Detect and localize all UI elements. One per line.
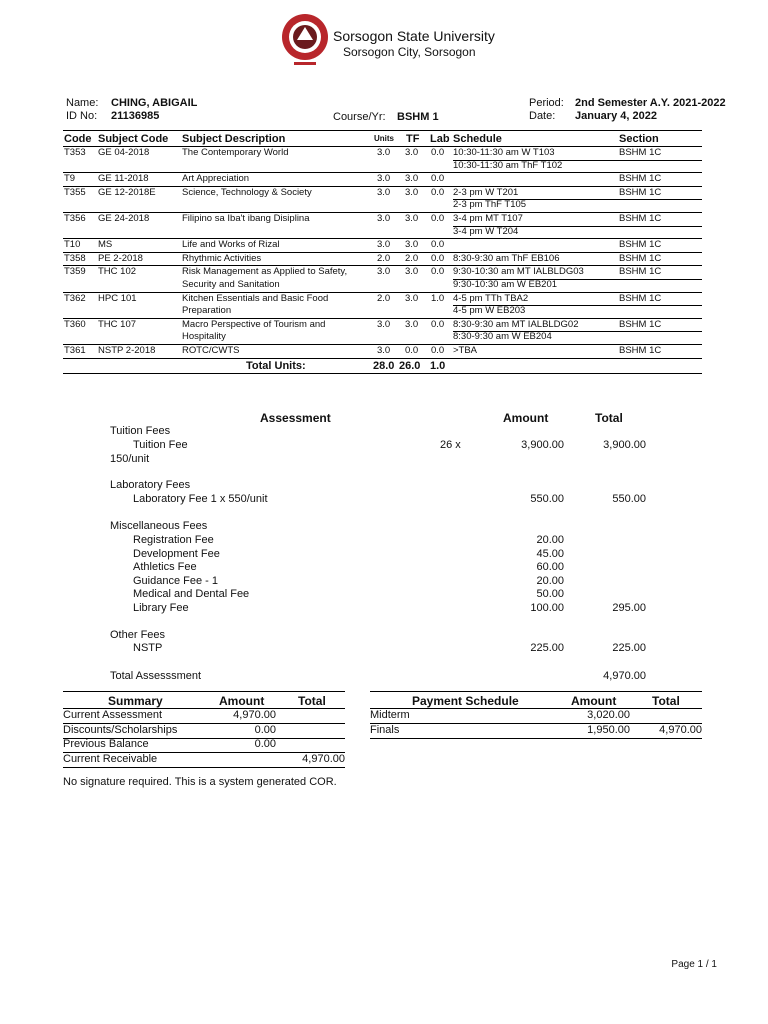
subject-description-cell: Hospitality — [182, 331, 226, 343]
subject-id-cell: THC 107 — [98, 318, 137, 330]
table-top-rule — [63, 130, 702, 131]
period-value: 2nd Semester A.Y. 2021-2022 — [575, 97, 726, 109]
lab-cell: 0.0 — [431, 173, 445, 185]
summary-row-amount: 0.00 — [254, 738, 276, 750]
misc-item-name: Medical and Dental Fee — [133, 588, 250, 601]
summary-top-rule — [63, 691, 345, 692]
schedule-rule — [453, 305, 702, 306]
tuition-title: Tuition Fees — [110, 425, 171, 437]
student-name: CHING, ABIGAIL — [111, 97, 198, 109]
section-cell: BSHM 1C — [619, 292, 662, 304]
subject-row — [63, 238, 702, 252]
col-section: Section — [619, 133, 659, 145]
assessment-heading: Assessment — [260, 411, 331, 425]
lab-cell: 0.0 — [431, 212, 445, 224]
subject-id-cell: GE 24-2018 — [98, 212, 150, 224]
misc-item-amount: 20.00 — [536, 574, 564, 587]
section-cell: BSHM 1C — [619, 266, 662, 278]
subject-code-cell: T360 — [64, 318, 86, 330]
subject-id-cell: MS — [98, 239, 113, 251]
table-bottom-rule — [63, 373, 702, 374]
subject-row — [63, 292, 702, 318]
subject-description-cell: Art Appreciation — [182, 173, 250, 185]
payment-row-rule — [370, 738, 702, 739]
summary-row-label: Current Assessment — [63, 709, 163, 721]
units-cell: 3.0 — [377, 212, 391, 224]
subject-id-cell: HPC 101 — [98, 292, 137, 304]
section-cell: BSHM 1C — [619, 318, 662, 330]
lab-item: Laboratory Fee 1 x 550/unit — [133, 493, 268, 505]
period-label: Period: — [529, 97, 564, 109]
subject-row — [63, 265, 702, 291]
misc-item-name: Development Fee — [133, 547, 220, 560]
subject-row — [63, 252, 702, 266]
lab-cell: 0.0 — [431, 252, 445, 264]
schedule-cell: 10:30-11:30 am W T103 — [453, 147, 555, 158]
subject-id-cell: NSTP 2-2018 — [98, 344, 156, 356]
payment-total-heading: Total — [652, 694, 680, 708]
subject-id-cell: PE 2-2018 — [98, 252, 143, 264]
subject-code-cell: T361 — [64, 344, 86, 356]
col-lab: Lab — [430, 133, 450, 145]
schedule-cell: 3-4 pm W T204 — [453, 225, 519, 237]
subject-code-cell: T10 — [64, 239, 81, 251]
payment-row-label: Finals — [370, 723, 400, 736]
lab-cell: 0.0 — [431, 318, 445, 330]
lab-title: Laboratory Fees — [110, 479, 191, 491]
other-amount: 225.00 — [530, 642, 564, 654]
misc-title: Miscellaneous Fees — [110, 520, 208, 532]
subjects-header-row — [63, 132, 702, 146]
total-units-label: Total Units: — [246, 359, 306, 372]
col-description: Subject Description — [182, 133, 286, 145]
student-id: 21136985 — [111, 110, 160, 122]
total-lab: 1.0 — [430, 359, 446, 372]
subject-description-cell: Life and Works of Rizal — [182, 239, 280, 251]
subject-row — [63, 318, 702, 344]
lab-total: 550.00 — [612, 493, 646, 505]
course-label: Course/Yr: — [333, 111, 386, 123]
col-subject-code: Subject Code — [98, 133, 169, 145]
name-label: Name: — [66, 97, 99, 109]
student-course: BSHM 1 — [397, 111, 439, 123]
misc-item-amount: 45.00 — [536, 547, 564, 560]
other-title: Other Fees — [110, 629, 166, 641]
schedule-cell: 2-3 pm ThF T105 — [453, 199, 527, 211]
units-cell: 3.0 — [377, 239, 391, 251]
summary-row-amount: 4,970.00 — [233, 709, 276, 721]
subject-description-cell: Preparation — [182, 305, 232, 317]
id-label: ID No: — [66, 110, 98, 122]
schedule-cell: 10:30-11:30 am ThF T102 — [453, 159, 563, 171]
misc-item-amount: 100.00 — [530, 602, 564, 614]
tuition-total: 3,900.00 — [603, 439, 646, 451]
schedule-cell: >TBA — [453, 344, 478, 356]
subject-code-cell: T359 — [64, 266, 86, 278]
tuition-rate: 150/unit — [110, 453, 150, 465]
other-total: 225.00 — [612, 642, 646, 654]
payment-row-amount: 1,950.00 — [587, 723, 630, 736]
university-seal — [280, 12, 330, 70]
schedule-cell: 8:30-9:30 am ThF EB106 — [453, 252, 560, 264]
assessment-total-heading: Total — [595, 411, 623, 425]
subject-id-cell: THC 102 — [98, 266, 137, 278]
section-cell: BSHM 1C — [619, 344, 662, 356]
misc-item-amount: 50.00 — [536, 588, 564, 601]
tuition-amount: 3,900.00 — [521, 439, 564, 451]
col-tf: TF — [406, 133, 420, 145]
tf-cell: 3.0 — [405, 318, 419, 330]
subject-description-cell: Kitchen Essentials and Basic Food — [182, 292, 329, 304]
lab-cell: 0.0 — [431, 344, 445, 356]
units-cell: 3.0 — [377, 266, 391, 278]
subject-description-cell: Risk Management as Applied to Safety, — [182, 266, 348, 278]
summary-row-amount: 0.00 — [254, 723, 276, 736]
lab-cell: 0.0 — [431, 186, 445, 198]
schedule-cell: 8:30-9:30 am MT IALBLDG02 — [453, 318, 579, 330]
schedule-cell: 8:30-9:30 am W EB204 — [453, 331, 552, 343]
tf-cell: 0.0 — [405, 344, 419, 356]
payment-header-rule — [370, 708, 702, 709]
tf-cell: 3.0 — [405, 147, 419, 158]
tf-cell: 3.0 — [405, 212, 419, 224]
schedule-cell: 4-5 pm W EB203 — [453, 305, 526, 317]
subject-code-cell: T355 — [64, 186, 86, 198]
schedule-cell: 9:30-10:30 am MT IALBLDG03 — [453, 266, 584, 278]
misc-item-name: Registration Fee — [133, 534, 214, 546]
units-cell: 3.0 — [377, 186, 391, 198]
lab-cell: 1.0 — [431, 292, 445, 304]
units-cell: 3.0 — [377, 318, 391, 330]
subject-code-cell: T356 — [64, 212, 86, 224]
university-location: Sorsogon City, Sorsogon — [343, 45, 476, 59]
schedule-rule — [453, 199, 702, 200]
misc-item-amount: 60.00 — [536, 561, 564, 574]
total-tf: 26.0 — [399, 359, 421, 372]
subject-id-cell: GE 12-2018E — [98, 186, 156, 198]
tf-cell: 2.0 — [405, 252, 419, 264]
section-cell: BSHM 1C — [619, 186, 662, 198]
payment-top-rule — [370, 691, 702, 692]
summary-row-label: Discounts/Scholarships — [63, 723, 178, 736]
misc-item-amount: 20.00 — [536, 534, 564, 546]
subject-description-cell: Rhythmic Activities — [182, 252, 262, 264]
subject-row — [63, 172, 702, 186]
col-schedule: Schedule — [453, 133, 502, 145]
units-cell: 2.0 — [377, 252, 391, 264]
lab-cell: 0.0 — [431, 239, 445, 251]
lab-cell: 0.0 — [431, 147, 445, 158]
subject-description-cell: Macro Perspective of Tourism and — [182, 318, 326, 330]
tf-cell: 3.0 — [405, 292, 419, 304]
payment-row-total: 4,970.00 — [659, 723, 702, 736]
schedule-rule — [453, 160, 702, 161]
lab-amount: 550.00 — [530, 493, 564, 505]
tf-cell: 3.0 — [405, 266, 419, 278]
lab-cell: 0.0 — [431, 266, 445, 278]
misc-total: 295.00 — [612, 602, 646, 614]
page-number: Page 1 / 1 — [671, 959, 717, 970]
misc-item-name: Library Fee — [133, 602, 189, 614]
assessment-amount-heading: Amount — [503, 411, 549, 425]
schedule-cell: 9:30-10:30 am W EB201 — [453, 278, 558, 290]
col-code: Code — [64, 133, 92, 145]
summary-row-rule — [63, 767, 345, 768]
section-cell: BSHM 1C — [619, 173, 662, 185]
subject-description-cell: ROTC/CWTS — [182, 344, 240, 356]
total-assessment-value: 4,970.00 — [603, 670, 646, 682]
payment-heading: Payment Schedule — [412, 694, 519, 708]
subject-description-cell: Science, Technology & Society — [182, 186, 312, 198]
subject-row — [63, 146, 702, 172]
total-units: 28.0 — [373, 359, 395, 372]
tf-cell: 3.0 — [405, 186, 419, 198]
university-name: Sorsogon State University — [333, 28, 495, 44]
date-label: Date: — [529, 110, 556, 122]
units-cell: 3.0 — [377, 344, 391, 356]
section-cell: BSHM 1C — [619, 239, 662, 251]
col-units: Units — [374, 134, 394, 143]
payment-row-rule — [370, 723, 702, 724]
summary-amount-heading: Amount — [219, 694, 265, 708]
units-cell: 3.0 — [377, 173, 391, 185]
subject-description-cell: Filipino sa Iba't ibang Disiplina — [182, 212, 310, 224]
footer-note: No signature required. This is a system generated COR. — [63, 776, 337, 788]
total-units-row — [63, 359, 702, 373]
summary-row-label: Current Receivable — [63, 752, 158, 765]
tf-cell: 3.0 — [405, 239, 419, 251]
schedule-rule — [453, 331, 702, 332]
subject-description-cell: Security and Sanitation — [182, 278, 280, 290]
summary-row-label: Previous Balance — [63, 738, 149, 750]
total-assessment-label: Total Assesssment — [110, 670, 202, 682]
misc-item-name: Guidance Fee - 1 — [133, 574, 218, 587]
subject-code-cell: T353 — [64, 147, 86, 158]
schedule-rule — [453, 226, 702, 227]
payment-amount-heading: Amount — [571, 694, 617, 708]
tf-cell: 3.0 — [405, 173, 419, 185]
schedule-cell: 3-4 pm MT T107 — [453, 212, 523, 224]
schedule-rule — [453, 279, 702, 280]
summary-row-total: 4,970.00 — [302, 752, 345, 765]
payment-row-amount: 3,020.00 — [587, 709, 630, 721]
subject-code-cell: T362 — [64, 292, 86, 304]
units-cell: 2.0 — [377, 292, 391, 304]
subject-code-cell: T9 — [64, 173, 76, 185]
misc-item-name: Athletics Fee — [133, 561, 197, 574]
subjects-table — [63, 132, 702, 374]
tuition-item: Tuition Fee — [133, 439, 188, 451]
section-cell: BSHM 1C — [619, 252, 662, 264]
schedule-cell: 4-5 pm TTh TBA2 — [453, 292, 529, 304]
other-item: NSTP — [133, 642, 163, 654]
subject-rows — [63, 146, 702, 359]
tuition-qty: 26 x — [440, 439, 461, 451]
units-cell: 3.0 — [377, 147, 391, 158]
subject-description-cell: The Contemporary World — [182, 147, 289, 158]
summary-total-heading: Total — [298, 694, 326, 708]
section-cell: BSHM 1C — [619, 212, 662, 224]
section-cell: BSHM 1C — [619, 147, 662, 158]
subject-id-cell: GE 11-2018 — [98, 173, 149, 185]
date-value: January 4, 2022 — [575, 110, 657, 122]
subject-row — [63, 344, 702, 358]
subject-id-cell: GE 04-2018 — [98, 147, 150, 158]
subject-row — [63, 212, 702, 238]
payment-row-label: Midterm — [370, 709, 410, 721]
summary-heading: Summary — [108, 694, 163, 708]
subject-code-cell: T358 — [64, 252, 86, 264]
schedule-cell: 2-3 pm W T201 — [453, 186, 519, 198]
subject-row — [63, 186, 702, 212]
